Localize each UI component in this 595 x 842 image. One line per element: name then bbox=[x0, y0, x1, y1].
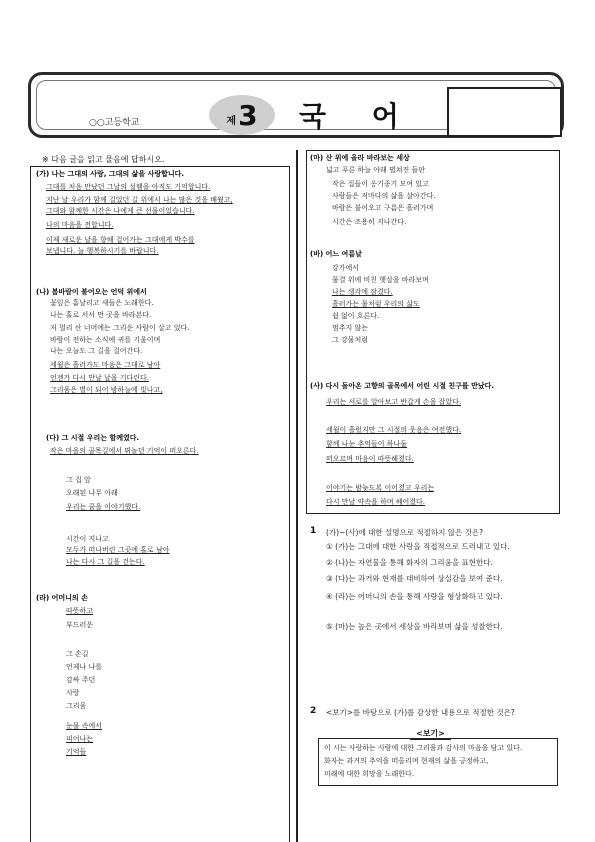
passage-left-line: 따뜻하고 bbox=[66, 607, 94, 615]
passage-right-line: 물결 위에 비친 햇살을 바라보며 bbox=[332, 276, 429, 284]
instruction: ※ 다음 글을 읽고 물음에 답하시오. bbox=[42, 155, 165, 164]
column-divider bbox=[296, 150, 298, 842]
passage-left-line: 보냅니다. 늘 행복하시기를 바랍니다. bbox=[46, 247, 159, 255]
question-1-option[interactable]: ② (나)는 자연물을 통해 화자의 그리움을 표현한다. bbox=[326, 558, 493, 567]
passage-left-line: 나는 홀로 서서 먼 곳을 바라본다. bbox=[50, 311, 152, 319]
question-1-option[interactable]: ⑤ (마)는 높은 곳에서 세상을 바라보며 삶을 성찰한다. bbox=[326, 622, 503, 631]
passage-right-line: 나는 생각에 잠겼다. bbox=[332, 288, 393, 296]
passage-right-line: 넓고 푸른 하늘 아래 펼쳐진 들판 bbox=[326, 166, 426, 174]
passage-right-line: (마) 산 위에 올라 바라보는 세상 bbox=[310, 154, 410, 162]
passage-right-line: (바) 어느 여름날 bbox=[310, 250, 362, 258]
passage-left-line: 언제나 나를 bbox=[66, 663, 103, 671]
passage-right-line: 시간은 조용히 지나간다. bbox=[332, 218, 407, 226]
passage-left-line: 모두가 떠나버린 그곳에 홀로 남아 bbox=[66, 546, 170, 554]
question-2-prompt: <보기>를 바탕으로 (가)를 감상한 내용으로 적절한 것은? bbox=[326, 708, 515, 717]
bogi-line: 미래에 대한 희망을 노래한다. bbox=[324, 770, 415, 778]
grade-label: 제 bbox=[226, 115, 237, 127]
passage-right-line: 흘러가는 물처럼 우리의 삶도 bbox=[332, 300, 420, 308]
question-1-number: 1 bbox=[310, 526, 317, 536]
question-1-option[interactable]: ③ (다)는 과거와 현재를 대비하여 상실감을 보여 준다. bbox=[326, 574, 503, 583]
passage-right-line: 사람들은 저마다의 삶을 살아간다. bbox=[332, 192, 436, 200]
passage-left-line: 그리움은 별이 되어 밤하늘에 빛나고, bbox=[50, 386, 163, 394]
subject-title: 국 어 bbox=[299, 100, 417, 133]
passage-left-line: 그 집 앞 bbox=[66, 476, 91, 484]
passage-right-line: 강가에서 bbox=[332, 264, 360, 272]
passage-left-line: 나는 다시 그 길을 걷는다. bbox=[66, 558, 145, 566]
bogi-title: <보기> bbox=[410, 728, 451, 740]
question-1-option[interactable]: ① (가)는 그대에 대한 사랑을 직접적으로 드러내고 있다. bbox=[326, 542, 510, 551]
passage-left-line: 감싸 주던 bbox=[66, 676, 96, 684]
school-name: ○○고등학교 bbox=[89, 118, 140, 128]
passage-right-line: 바람은 불어오고 구름은 흘러가며 bbox=[332, 204, 434, 212]
question-2-number: 2 bbox=[310, 706, 317, 716]
passage-left-line: 작은 마을의 골목길에서 뛰놀던 기억이 떠오른다. bbox=[50, 447, 199, 455]
passage-left-line: (라) 어머니의 손 bbox=[36, 594, 88, 602]
exam-header bbox=[28, 72, 564, 138]
passage-right-line: 그 강물처럼 bbox=[332, 336, 369, 344]
passage-right-line: 우리는 서로를 알아보고 반갑게 손을 잡았다. bbox=[326, 398, 462, 406]
passage-left-line: 언젠가 다시 만날 날을 기다린다. bbox=[50, 374, 150, 382]
passage-left-line: 이제 새로운 날을 향해 걸어가는 그대에게 박수를 bbox=[46, 236, 195, 244]
passage-left-line: 바람이 전하는 소식에 귀를 기울이며 bbox=[50, 336, 161, 344]
passage-left-line: 피어나는 bbox=[66, 735, 94, 743]
passage-left-line: 눈물 속에서 bbox=[66, 722, 103, 730]
passage-left-line: 저 멀리 산 너머에는 그리운 사람이 살고 있다. bbox=[50, 324, 190, 332]
passage-right-line: (사) 다시 돌아온 고향의 골목에서 어린 시절 친구를 만났다. bbox=[310, 382, 495, 390]
passage-left-line: 부드러운 bbox=[66, 621, 94, 629]
bogi-line: 이 시는 사랑하는 사람에 대한 그리움과 감사의 마음을 담고 있다. bbox=[324, 744, 523, 752]
passage-right-line: 작은 집들이 옹기종기 모여 있고 bbox=[332, 180, 429, 188]
passage-right-line: 다시 만날 약속을 하며 헤어졌다. bbox=[326, 498, 426, 506]
passage-left-line: 시간이 지나고 bbox=[66, 535, 109, 543]
passage-left-line: 나의 마음을 전합니다. bbox=[46, 221, 114, 229]
passage-left-line: 세월은 흘러가도 마음은 그대로 남아 bbox=[50, 361, 161, 369]
passage-right-line: 함께 나눈 추억들이 하나둘 bbox=[326, 440, 408, 448]
passage-right-line: 쉼 없이 흐른다. bbox=[332, 312, 380, 320]
passage-left-line: 우리는 꿈을 이야기했다. bbox=[66, 503, 141, 511]
question-1-option[interactable]: ④ (라)는 어머니의 손을 통해 사랑을 형상화하고 있다. bbox=[326, 592, 503, 601]
passage-left-line: 지난 날 우리가 함께 걸었던 길 위에서 나는 많은 것을 배웠고, bbox=[46, 196, 233, 204]
passage-left-line: (다) 그 시절 우리는 함께였다. bbox=[46, 434, 140, 442]
grade-badge bbox=[209, 95, 275, 135]
passage-left-line: 기억들 bbox=[66, 748, 87, 756]
passage-left-line: 그리움 bbox=[66, 702, 87, 710]
question-1-prompt: (가)~(사)에 대한 설명으로 적절하지 않은 것은? bbox=[326, 528, 484, 537]
passage-left-line: 꽃잎은 흩날리고 새들은 노래한다. bbox=[50, 299, 154, 307]
grade-number: 3 bbox=[238, 98, 258, 132]
passage-left-line: 그대를 처음 만났던 그날의 설렘을 아직도 기억합니다. bbox=[46, 183, 211, 191]
passage-left-line: 그 손길 bbox=[66, 650, 89, 658]
passage-right-line: 이야기는 밤늦도록 이어졌고 우리는 bbox=[326, 484, 435, 492]
bogi-line: 화자는 과거의 추억을 떠올리며 현재의 삶을 긍정하고, bbox=[324, 757, 489, 765]
name-input-box[interactable] bbox=[447, 87, 562, 137]
passage-right-line: 멈추지 않는 bbox=[332, 324, 369, 332]
passage-right-line: 세월이 흘렀지만 그 시절의 웃음은 여전했다. bbox=[326, 426, 462, 434]
passage-left-line: 오래된 나무 아래 bbox=[66, 489, 118, 497]
passage-left-line: 그대와 함께한 시간은 나에게 큰 선물이었습니다. bbox=[46, 207, 195, 215]
header-inner-border bbox=[36, 80, 556, 133]
passage-left-line: (나) 봄바람이 불어오는 언덕 위에서 bbox=[36, 288, 147, 296]
passage-left-line: 사랑 bbox=[66, 689, 80, 697]
passage-right-line: 떠오르며 마음이 따뜻해졌다. bbox=[326, 455, 414, 463]
passage-left-line: (가) 나는 그대의 사랑, 그대의 삶을 사랑합니다. bbox=[36, 170, 185, 178]
passage-left-line: 나는 오늘도 그 길을 걸어간다. bbox=[50, 347, 143, 355]
